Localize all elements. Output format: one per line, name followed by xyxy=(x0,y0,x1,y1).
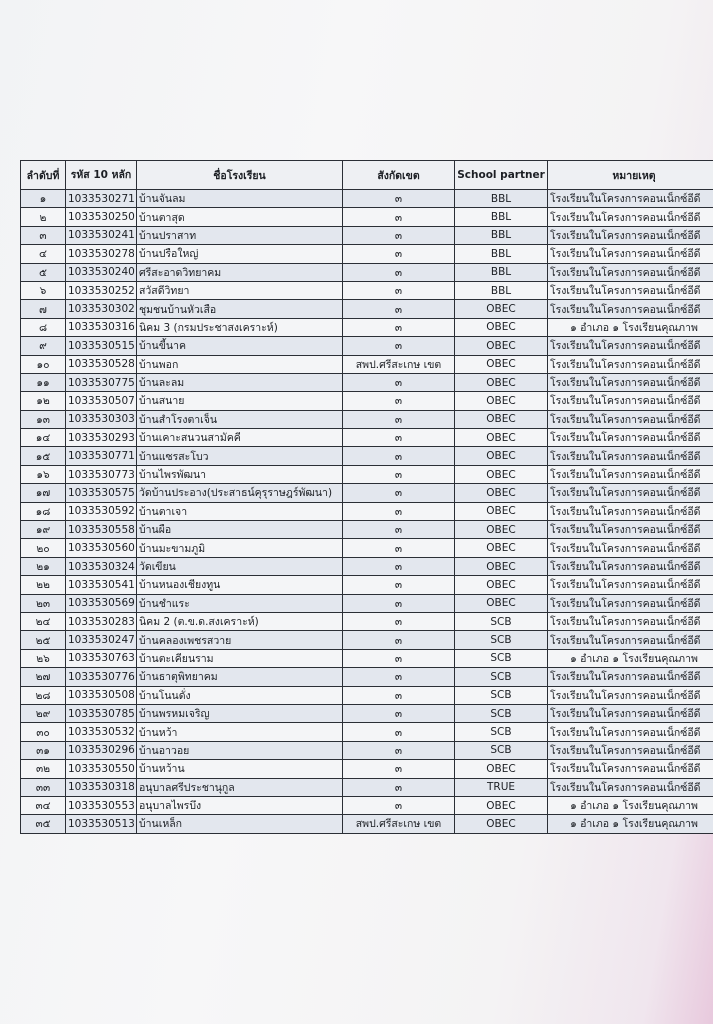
cell-school-name: บ้านผือ xyxy=(137,521,343,539)
table-row xyxy=(21,447,713,465)
cell-seq: ๓๒ xyxy=(21,760,66,778)
cell-affiliation: ๓ xyxy=(343,796,455,814)
cell-seq: ๒๒ xyxy=(21,576,66,594)
cell-partner: BBL xyxy=(455,263,548,281)
table-row xyxy=(21,410,713,428)
cell-seq: ๑๓ xyxy=(21,410,66,428)
cell-code: 1033530507 xyxy=(66,392,137,410)
cell-school-name: บ้านเคาะสนวนสามัคคี xyxy=(137,429,343,447)
header-seq: ลำดับที่ xyxy=(21,161,66,190)
cell-partner: OBEC xyxy=(455,539,548,557)
cell-school-name: บ้านตะเคียนราม xyxy=(137,649,343,667)
cell-partner: OBEC xyxy=(455,300,548,318)
cell-partner: SCB xyxy=(455,723,548,741)
cell-affiliation: สพป.ศรีสะเกษ เขต xyxy=(343,815,455,833)
table-row xyxy=(21,392,713,410)
cell-code: 1033530324 xyxy=(66,557,137,575)
cell-seq: ๑๒ xyxy=(21,392,66,410)
table-row xyxy=(21,337,713,355)
cell-code: 1033530775 xyxy=(66,373,137,391)
cell-seq: ๒๙ xyxy=(21,704,66,722)
cell-code: 1033530575 xyxy=(66,484,137,502)
cell-school-name: บ้านโนนดั่ง xyxy=(137,686,343,704)
cell-school-name: บ้านตาเจา xyxy=(137,502,343,520)
cell-code: 1033530293 xyxy=(66,429,137,447)
cell-affiliation: ๓ xyxy=(343,502,455,520)
cell-school-name: บ้านคลองเพชรสวาย xyxy=(137,631,343,649)
cell-remark: โรงเรียนในโครงการคอนเน็กซ์อีดี xyxy=(548,263,713,281)
table-row xyxy=(21,576,713,594)
cell-affiliation: ๓ xyxy=(343,300,455,318)
cell-seq: ๑๐ xyxy=(21,355,66,373)
table-row xyxy=(21,263,713,281)
cell-seq: ๙ xyxy=(21,337,66,355)
cell-seq: ๓๐ xyxy=(21,723,66,741)
cell-remark: โรงเรียนในโครงการคอนเน็กซ์อีดี xyxy=(548,557,713,575)
table-row xyxy=(21,760,713,778)
cell-school-name: ชุมชนบ้านหัวเสือ xyxy=(137,300,343,318)
cell-remark: โรงเรียนในโครงการคอนเน็กซ์อีดี xyxy=(548,686,713,704)
cell-code: 1033530785 xyxy=(66,704,137,722)
table-row xyxy=(21,300,713,318)
cell-code: 1033530296 xyxy=(66,741,137,759)
cell-affiliation: ๓ xyxy=(343,686,455,704)
table-row xyxy=(21,373,713,391)
cell-school-name: บ้านชำแระ xyxy=(137,594,343,612)
cell-partner: OBEC xyxy=(455,373,548,391)
cell-remark: โรงเรียนในโครงการคอนเน็กซ์อีดี xyxy=(548,447,713,465)
cell-remark: โรงเรียนในโครงการคอนเน็กซ์อีดี xyxy=(548,594,713,612)
cell-remark: โรงเรียนในโครงการคอนเน็กซ์อีดี xyxy=(548,281,713,299)
cell-partner: OBEC xyxy=(455,465,548,483)
cell-code: 1033530515 xyxy=(66,337,137,355)
table-row xyxy=(21,704,713,722)
cell-remark: โรงเรียนในโครงการคอนเน็กซ์อีดี xyxy=(548,539,713,557)
cell-code: 1033530247 xyxy=(66,631,137,649)
cell-seq: ๓๕ xyxy=(21,815,66,833)
cell-code: 1033530241 xyxy=(66,226,137,244)
table-row xyxy=(21,539,713,557)
cell-affiliation: ๓ xyxy=(343,318,455,336)
cell-code: 1033530271 xyxy=(66,190,137,208)
cell-remark: โรงเรียนในโครงการคอนเน็กซ์อีดี xyxy=(548,355,713,373)
cell-affiliation: ๓ xyxy=(343,245,455,263)
cell-school-name: บ้านแซรสะโบว xyxy=(137,447,343,465)
header-affiliation: สังกัดเขต xyxy=(343,161,455,190)
cell-code: 1033530528 xyxy=(66,355,137,373)
cell-affiliation: ๓ xyxy=(343,649,455,667)
cell-school-name: บ้านหว้า xyxy=(137,723,343,741)
cell-code: 1033530558 xyxy=(66,521,137,539)
cell-remark: โรงเรียนในโครงการคอนเน็กซ์อีดี xyxy=(548,668,713,686)
cell-remark: โรงเรียนในโครงการคอนเน็กซ์อีดี xyxy=(548,741,713,759)
cell-seq: ๖ xyxy=(21,281,66,299)
cell-remark: โรงเรียนในโครงการคอนเน็กซ์อีดี xyxy=(548,612,713,630)
table-row xyxy=(21,208,713,226)
cell-remark: โรงเรียนในโครงการคอนเน็กซ์อีดี xyxy=(548,631,713,649)
cell-partner: OBEC xyxy=(455,557,548,575)
cell-school-name: ศรีสะอาดวิทยาคม xyxy=(137,263,343,281)
cell-school-name: บ้านปรือใหญ่ xyxy=(137,245,343,263)
header-remark: หมายเหตุ xyxy=(548,161,713,190)
cell-seq: ๗ xyxy=(21,300,66,318)
cell-seq: ๑๕ xyxy=(21,447,66,465)
cell-code: 1033530316 xyxy=(66,318,137,336)
table-row xyxy=(21,355,713,373)
cell-partner: OBEC xyxy=(455,594,548,612)
cell-code: 1033530278 xyxy=(66,245,137,263)
table-header xyxy=(21,161,713,190)
cell-remark: โรงเรียนในโครงการคอนเน็กซ์อีดี xyxy=(548,429,713,447)
table-row xyxy=(21,668,713,686)
cell-affiliation: ๓ xyxy=(343,704,455,722)
cell-partner: OBEC xyxy=(455,392,548,410)
table-row xyxy=(21,557,713,575)
cell-code: 1033530776 xyxy=(66,668,137,686)
cell-code: 1033530252 xyxy=(66,281,137,299)
table-row xyxy=(21,502,713,520)
cell-remark: โรงเรียนในโครงการคอนเน็กซ์อีดี xyxy=(548,337,713,355)
cell-school-name: อนุบาลไพรบึง xyxy=(137,796,343,814)
cell-code: 1033530532 xyxy=(66,723,137,741)
cell-affiliation: ๓ xyxy=(343,208,455,226)
header-partner: School partner xyxy=(455,161,548,190)
cell-affiliation: ๓ xyxy=(343,263,455,281)
cell-partner: BBL xyxy=(455,208,548,226)
cell-remark: ๑ อำเภอ ๑ โรงเรียนคุณภาพ xyxy=(548,649,713,667)
cell-partner: SCB xyxy=(455,686,548,704)
cell-affiliation: ๓ xyxy=(343,337,455,355)
school-table xyxy=(20,160,713,834)
cell-affiliation: ๓ xyxy=(343,410,455,428)
table-row xyxy=(21,465,713,483)
cell-partner: OBEC xyxy=(455,337,548,355)
cell-partner: OBEC xyxy=(455,429,548,447)
cell-seq: ๑๘ xyxy=(21,502,66,520)
cell-code: 1033530283 xyxy=(66,612,137,630)
cell-remark: โรงเรียนในโครงการคอนเน็กซ์อีดี xyxy=(548,245,713,263)
cell-remark: โรงเรียนในโครงการคอนเน็กซ์อีดี xyxy=(548,778,713,796)
cell-remark: ๑ อำเภอ ๑ โรงเรียนคุณภาพ xyxy=(548,318,713,336)
cell-remark: โรงเรียนในโครงการคอนเน็กซ์อีดี xyxy=(548,465,713,483)
table-row xyxy=(21,723,713,741)
table-row xyxy=(21,190,713,208)
cell-seq: ๑๔ xyxy=(21,429,66,447)
cell-school-name: บ้านหว้าน xyxy=(137,760,343,778)
cell-remark: โรงเรียนในโครงการคอนเน็กซ์อีดี xyxy=(548,521,713,539)
cell-affiliation: ๓ xyxy=(343,484,455,502)
cell-seq: ๑๖ xyxy=(21,465,66,483)
header-school: ชื่อโรงเรียน xyxy=(137,161,343,190)
cell-remark: โรงเรียนในโครงการคอนเน็กซ์อีดี xyxy=(548,208,713,226)
table-row xyxy=(21,521,713,539)
cell-code: 1033530250 xyxy=(66,208,137,226)
cell-affiliation: ๓ xyxy=(343,190,455,208)
cell-seq: ๑๗ xyxy=(21,484,66,502)
cell-affiliation: ๓ xyxy=(343,668,455,686)
cell-remark: โรงเรียนในโครงการคอนเน็กซ์อีดี xyxy=(548,300,713,318)
cell-school-name: สวัสดีวิทยา xyxy=(137,281,343,299)
cell-remark: โรงเรียนในโครงการคอนเน็กซ์อีดี xyxy=(548,190,713,208)
cell-partner: SCB xyxy=(455,668,548,686)
cell-school-name: บ้านไพรพัฒนา xyxy=(137,465,343,483)
cell-partner: BBL xyxy=(455,281,548,299)
cell-code: 1033530303 xyxy=(66,410,137,428)
table-row xyxy=(21,741,713,759)
cell-remark: โรงเรียนในโครงการคอนเน็กซ์อีดี xyxy=(548,704,713,722)
table-row xyxy=(21,815,713,833)
cell-seq: ๒๔ xyxy=(21,612,66,630)
cell-code: 1033530302 xyxy=(66,300,137,318)
cell-code: 1033530553 xyxy=(66,796,137,814)
cell-seq: ๓๔ xyxy=(21,796,66,814)
table-body xyxy=(21,190,713,834)
cell-seq: ๒๐ xyxy=(21,539,66,557)
cell-school-name: บ้านละลม xyxy=(137,373,343,391)
cell-affiliation: ๓ xyxy=(343,465,455,483)
cell-school-name: บ้านอาวอย xyxy=(137,741,343,759)
cell-seq: ๒๗ xyxy=(21,668,66,686)
cell-remark: โรงเรียนในโครงการคอนเน็กซ์อีดี xyxy=(548,410,713,428)
cell-seq: ๔ xyxy=(21,245,66,263)
cell-affiliation: ๓ xyxy=(343,373,455,391)
cell-affiliation: ๓ xyxy=(343,557,455,575)
cell-seq: ๑๑ xyxy=(21,373,66,391)
cell-partner: OBEC xyxy=(455,521,548,539)
cell-school-name: นิคม 3 (กรมประชาสงเคราะห์) xyxy=(137,318,343,336)
cell-school-name: บ้านหนองเชียงทูน xyxy=(137,576,343,594)
cell-affiliation: ๓ xyxy=(343,392,455,410)
cell-affiliation: ๓ xyxy=(343,281,455,299)
cell-school-name: บ้านจันลม xyxy=(137,190,343,208)
cell-affiliation: ๓ xyxy=(343,539,455,557)
cell-affiliation: ๓ xyxy=(343,521,455,539)
cell-affiliation: ๓ xyxy=(343,594,455,612)
cell-seq: ๑๙ xyxy=(21,521,66,539)
cell-code: 1033530763 xyxy=(66,649,137,667)
table-row xyxy=(21,612,713,630)
cell-affiliation: ๓ xyxy=(343,612,455,630)
cell-affiliation: ๓ xyxy=(343,429,455,447)
cell-school-name: บ้านเหล็ก xyxy=(137,815,343,833)
cell-code: 1033530560 xyxy=(66,539,137,557)
cell-remark: โรงเรียนในโครงการคอนเน็กซ์อีดี xyxy=(548,484,713,502)
cell-school-name: นิคม 2 (ต.ข.ด.สงเคราะห์) xyxy=(137,612,343,630)
cell-code: 1033530773 xyxy=(66,465,137,483)
cell-partner: SCB xyxy=(455,612,548,630)
cell-partner: TRUE xyxy=(455,778,548,796)
cell-school-name: บ้านธาตุพิทยาคม xyxy=(137,668,343,686)
cell-code: 1033530550 xyxy=(66,760,137,778)
cell-seq: ๓๓ xyxy=(21,778,66,796)
cell-school-name: บ้านพรหมเจริญ xyxy=(137,704,343,722)
cell-partner: OBEC xyxy=(455,796,548,814)
table-row xyxy=(21,281,713,299)
cell-seq: ๓ xyxy=(21,226,66,244)
cell-code: 1033530541 xyxy=(66,576,137,594)
cell-partner: OBEC xyxy=(455,410,548,428)
cell-seq: ๒๕ xyxy=(21,631,66,649)
table-row xyxy=(21,429,713,447)
cell-affiliation: ๓ xyxy=(343,631,455,649)
cell-seq: ๓๑ xyxy=(21,741,66,759)
table-row xyxy=(21,226,713,244)
cell-seq: ๒๘ xyxy=(21,686,66,704)
cell-remark: โรงเรียนในโครงการคอนเน็กซ์อีดี xyxy=(548,502,713,520)
cell-seq: ๒๑ xyxy=(21,557,66,575)
cell-school-name: วัดบ้านประอาง(ประสาธน์คุรุราษฎร์พัฒนา) xyxy=(137,484,343,502)
cell-code: 1033530508 xyxy=(66,686,137,704)
cell-school-name: บ้านพอก xyxy=(137,355,343,373)
table-row xyxy=(21,778,713,796)
cell-partner: SCB xyxy=(455,649,548,667)
cell-partner: SCB xyxy=(455,704,548,722)
cell-partner: OBEC xyxy=(455,355,548,373)
cell-seq: ๘ xyxy=(21,318,66,336)
cell-remark: โรงเรียนในโครงการคอนเน็กซ์อีดี xyxy=(548,576,713,594)
cell-school-name: บ้านสำโรงตาเจ็น xyxy=(137,410,343,428)
table-row xyxy=(21,686,713,704)
cell-school-name: บ้านปราสาท xyxy=(137,226,343,244)
table-row xyxy=(21,796,713,814)
cell-seq: ๕ xyxy=(21,263,66,281)
cell-partner: OBEC xyxy=(455,576,548,594)
cell-partner: OBEC xyxy=(455,760,548,778)
cell-code: 1033530592 xyxy=(66,502,137,520)
school-list-sheet xyxy=(20,160,713,834)
cell-school-name: อนุบาลศรีประชานุกูล xyxy=(137,778,343,796)
cell-affiliation: ๓ xyxy=(343,760,455,778)
cell-partner: SCB xyxy=(455,741,548,759)
cell-seq: ๒๓ xyxy=(21,594,66,612)
cell-seq: ๒๖ xyxy=(21,649,66,667)
cell-remark: ๑ อำเภอ ๑ โรงเรียนคุณภาพ xyxy=(548,796,713,814)
cell-partner: BBL xyxy=(455,190,548,208)
cell-code: 1033530513 xyxy=(66,815,137,833)
cell-affiliation: ๓ xyxy=(343,576,455,594)
cell-remark: โรงเรียนในโครงการคอนเน็กซ์อีดี xyxy=(548,226,713,244)
cell-partner: OBEC xyxy=(455,447,548,465)
cell-partner: OBEC xyxy=(455,484,548,502)
cell-remark: โรงเรียนในโครงการคอนเน็กซ์อีดี xyxy=(548,392,713,410)
cell-code: 1033530771 xyxy=(66,447,137,465)
cell-partner: SCB xyxy=(455,631,548,649)
cell-remark: โรงเรียนในโครงการคอนเน็กซ์อีดี xyxy=(548,723,713,741)
cell-school-name: วัดเขียน xyxy=(137,557,343,575)
cell-remark: ๑ อำเภอ ๑ โรงเรียนคุณภาพ xyxy=(548,815,713,833)
cell-partner: BBL xyxy=(455,245,548,263)
cell-affiliation: ๓ xyxy=(343,741,455,759)
cell-affiliation: สพป.ศรีสะเกษ เขต xyxy=(343,355,455,373)
table-row xyxy=(21,631,713,649)
header-code: รหัส 10 หลัก xyxy=(66,161,137,190)
cell-school-name: บ้านตาสุด xyxy=(137,208,343,226)
cell-school-name: บ้านขี้นาค xyxy=(137,337,343,355)
cell-code: 1033530569 xyxy=(66,594,137,612)
cell-partner: OBEC xyxy=(455,318,548,336)
cell-remark: โรงเรียนในโครงการคอนเน็กซ์อีดี xyxy=(548,760,713,778)
cell-seq: ๒ xyxy=(21,208,66,226)
cell-school-name: บ้านมะขามภูมิ xyxy=(137,539,343,557)
cell-affiliation: ๓ xyxy=(343,778,455,796)
table-row xyxy=(21,649,713,667)
cell-affiliation: ๓ xyxy=(343,447,455,465)
cell-partner: OBEC xyxy=(455,815,548,833)
cell-code: 1033530318 xyxy=(66,778,137,796)
cell-code: 1033530240 xyxy=(66,263,137,281)
cell-school-name: บ้านสนาย xyxy=(137,392,343,410)
table-row xyxy=(21,484,713,502)
cell-seq: ๑ xyxy=(21,190,66,208)
cell-remark: โรงเรียนในโครงการคอนเน็กซ์อีดี xyxy=(548,373,713,391)
table-row xyxy=(21,594,713,612)
cell-affiliation: ๓ xyxy=(343,226,455,244)
cell-partner: OBEC xyxy=(455,502,548,520)
table-row xyxy=(21,318,713,336)
cell-partner: BBL xyxy=(455,226,548,244)
table-row xyxy=(21,245,713,263)
cell-affiliation: ๓ xyxy=(343,723,455,741)
